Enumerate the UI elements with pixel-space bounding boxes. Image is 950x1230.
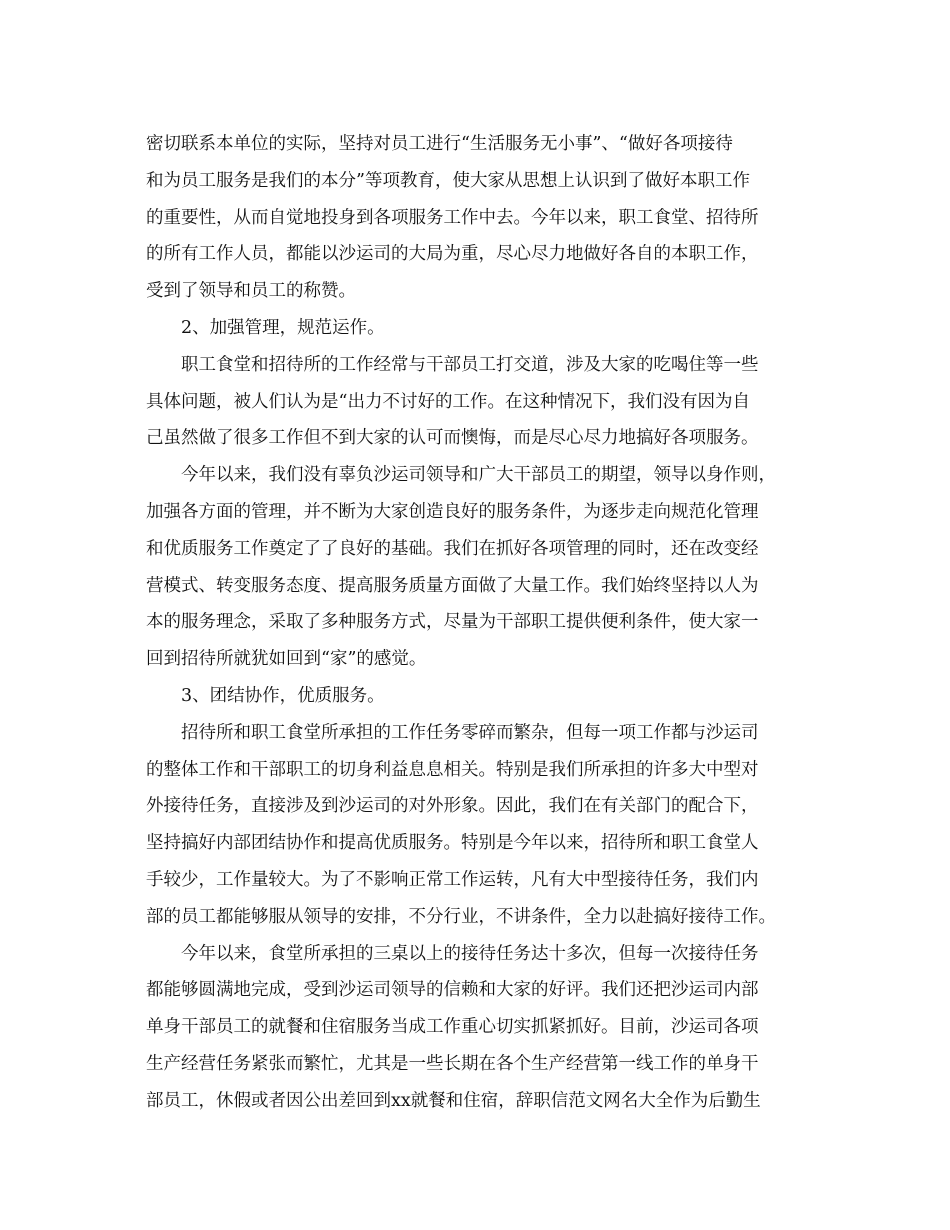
section-heading: 2、加强管理，规范运作。: [181, 317, 385, 338]
text-line: 回到招待所就犹如回到“家”的感觉。: [146, 649, 427, 670]
text-line: 密切联系本单位的实际，坚持对员工进行“生活服务无小事”、“做好各项接待: [146, 134, 733, 154]
text-line: 外接待任务，直接涉及到沙运司的对外形象。因此，我们在有关部门的配合下，: [146, 796, 759, 817]
text-line: 受到了领导和员工的称赞。: [146, 281, 356, 302]
text-line: 的整体工作和干部职工的切身利益息息相关。特别是我们所承担的许多大中型对: [146, 759, 759, 780]
text-line: 坚持搞好内部团结协作和提高优质服务。特别是今年以来，招待所和职工食堂人: [146, 833, 759, 854]
text-line: 手较少，工作量较大。为了不影响正常工作运转，凡有大中型接待任务，我们内: [146, 869, 759, 890]
text-line: 营模式、转变服务态度、提高服务质量方面做了大量工作。我们始终坚持以人为: [146, 575, 759, 596]
text-line: 的所有工作人员，都能以沙运司的大局为重，尽心尽力地做好各自的本职工作，: [146, 244, 759, 265]
text-line: 都能够圆满地完成，受到沙运司领导的信赖和大家的好评。我们还把沙运司内部: [146, 980, 759, 1001]
text-line: 部的员工都能够服从领导的安排，不分行业，不讲条件，全力以赴搞好接待工作。: [146, 906, 776, 927]
text-line: 生产经营任务紧张而繁忙，尤其是一些长期在各个生产经营第一线工作的单身干: [146, 1053, 759, 1074]
text-line: 己虽然做了很多工作但不到大家的认可而懊悔，而是尽心尽力地搞好各项服务。: [146, 428, 759, 449]
text-line: 单身干部员工的就餐和住宿服务当成工作重心切实抓紧抓好。目前，沙运司各项: [146, 1017, 759, 1038]
paragraph-first-line: 今年以来，我们没有辜负沙运司领导和广大干部员工的期望，领导以身作则，: [181, 465, 776, 486]
text-line: 本的服务理念，采取了多种服务方式，尽量为干部职工提供便利条件，使大家一: [146, 612, 759, 633]
text-line: 的重要性，从而自觉地投身到各项服务工作中去。今年以来，职工食堂、招待所: [146, 207, 759, 228]
text-line: 和为员工服务是我们的本分”等项教育，使大家从思想上认识到了做好本职工作: [146, 170, 750, 191]
text-line: 具体问题，被人们认为是“出力不讨好的工作。在这种情况下，我们没有因为自: [146, 391, 750, 412]
section-heading: 3、团结协作，优质服务。: [181, 685, 385, 706]
document-body: [146, 126, 806, 1120]
text-line: 加强各方面的管理，并不断为大家创造良好的服务条件，为逐步走向规范化管理: [146, 501, 759, 522]
paragraph-first-line: 职工食堂和招待所的工作经常与干部员工打交道，涉及大家的吃喝住等一些: [181, 354, 759, 375]
text-line: 部员工，休假或者因公出差回到xx就餐和住宿，辞职信范文网名大全作为后勤生: [146, 1090, 761, 1111]
text-line: 和优质服务工作奠定了了良好的基础。我们在抓好各项管理的同时，还在改变经: [146, 538, 759, 559]
paragraph-first-line: 今年以来，食堂所承担的三桌以上的接待任务达十多次，但每一次接待任务: [181, 943, 759, 964]
paragraph-first-line: 招待所和职工食堂所承担的工作任务零碎而繁杂，但每一项工作都与沙运司: [181, 722, 759, 743]
